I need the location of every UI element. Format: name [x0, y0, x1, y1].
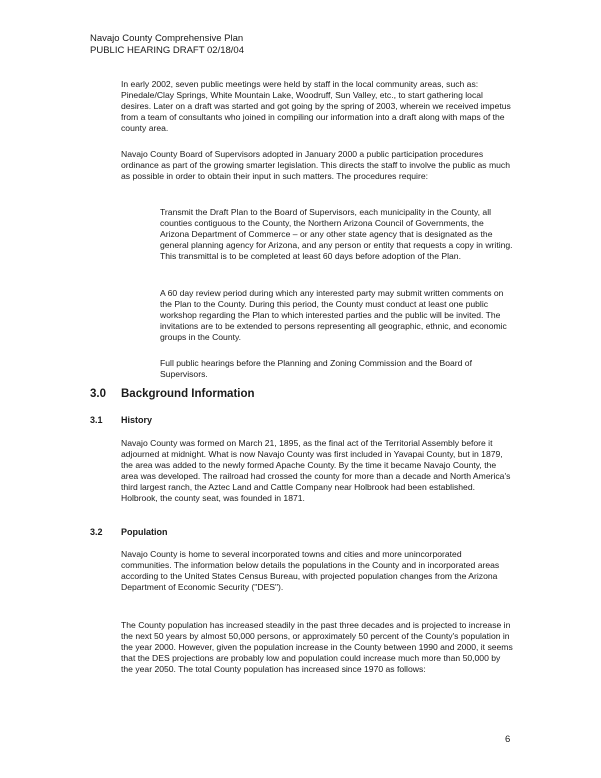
population-paragraph-intro: Navajo County is home to several incorporated towns and cities and more unincorporated communities. The information below details the populations in the County and in incorporated areas according to the United States Census Bureau, with projected population changes from the Arizona Department of Economic Security ("DES").: [121, 549, 500, 592]
section-number-3-1: 3.1: [90, 415, 103, 425]
population-paragraph-growth: The County population has increased steadily in the past three decades and is projected to increase in the next 50 years by almost 50,000 persons, or approximately 50 percent of the County's population in the year 2000. However, given the population increase in the County between 1990 and 2000, it seems that the DES projections are probably low and population could increase much more than 50,000 by the year 2050. The total County population has increased since 1970 as follows:: [121, 620, 513, 674]
page-number: 6: [505, 734, 511, 745]
procedure-item-hearings: Full public hearings before the Planning and Zoning Commission and the Board of Supervisors.: [160, 358, 472, 379]
procedure-item-transmit: Transmit the Draft Plan to the Board of Supervisors, each municipality in the County, all counties contiguous to the County, the Northern Arizona Council of Governments, the Arizona Department of Commerce – or any other state agency that is designated as the general planning agency for Arizona, and any person or entity that requests a copy in writing. This transmittal is to be completed at least 60 days before adoption of the Plan.: [160, 207, 513, 261]
draft-label: PUBLIC HEARING DRAFT 02/18/04: [90, 45, 244, 56]
procedure-item-review: A 60 day review period during which any interested party may submit written comments on the Plan to the County. During this period, the County must conduct at least one public workshop regarding the Plan to which interested parties and the public will be invited. The invitations are to be extended to persons representing all geographic, ethnic, and economic groups in the County.: [160, 288, 507, 342]
document-title: Navajo County Comprehensive Plan: [90, 33, 244, 44]
intro-paragraph-board: Navajo County Board of Supervisors adopted in January 2000 a public participation procedures ordinance as part of the growing smarter legislation. This directs the staff to involve the public as much as possible in order to obtain their input in such matters. The procedures require:: [121, 149, 510, 181]
page-header: [90, 33, 244, 57]
section-title-background: Background Information: [121, 388, 255, 400]
section-title-population: Population: [121, 527, 168, 537]
section-title-history: History: [121, 415, 153, 425]
section-number-3-2: 3.2: [90, 527, 103, 537]
section-number-3-0: 3.0: [90, 388, 106, 400]
intro-paragraph-meetings: In early 2002, seven public meetings were held by staff in the local community areas, such as: Pinedale/Clay Springs, White Mountain Lake, Woodruff, Sun Valley, etc., to start gathering local desires. Later on a draft was started and got going by the spring of 2003, wherein we received impetus from a team of consultants who joined in compiling our information into a draft along with maps of the county area.: [121, 79, 511, 133]
history-paragraph: Navajo County was formed on March 21, 1895, as the final act of the Territorial Assembly before it adjourned at midnight. What is now Navajo County was first included in Yavapai County, but in 1879, the area was added to the newly formed Apache County. By the time it became Navajo County, the area was developed. The railroad had crossed the county for more than a decade and North America's third largest ranch, the Aztec Land and Cattle Company near Holbrook had been established. Holbrook, the county seat, was founded in 1871.: [121, 438, 511, 503]
